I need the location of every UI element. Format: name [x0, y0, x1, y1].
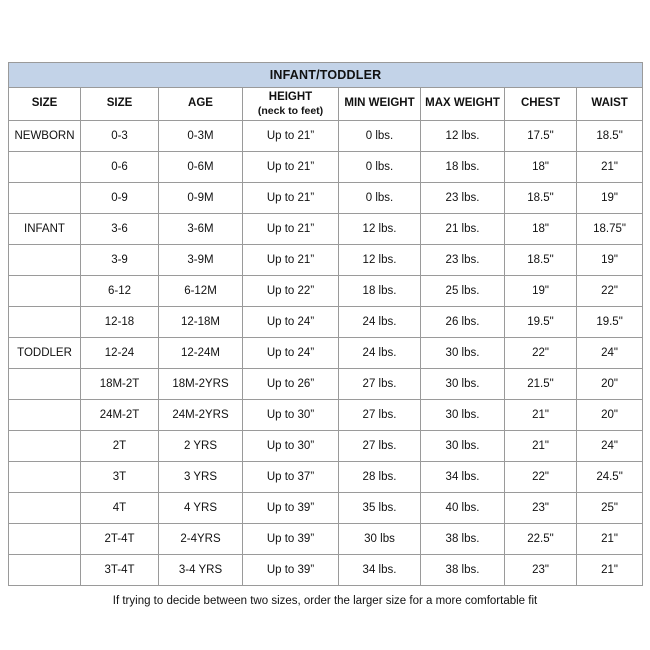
row-cell-min-weight: 35 lbs. — [339, 493, 421, 524]
row-cell-age: 2 YRS — [159, 431, 243, 462]
row-cell-min-weight: 0 lbs. — [339, 183, 421, 214]
table-row — [9, 400, 643, 431]
row-cell-group: TODDLER — [9, 338, 81, 369]
row-cell-waist: 19" — [577, 183, 643, 214]
row-cell-min-weight: 27 lbs. — [339, 369, 421, 400]
row-cell-group — [9, 307, 81, 338]
column-header-height — [243, 88, 339, 121]
table-row — [9, 152, 643, 183]
row-cell-max-weight: 30 lbs. — [421, 369, 505, 400]
row-cell-max-weight: 40 lbs. — [421, 493, 505, 524]
column-header-height-label: HEIGHT — [268, 91, 313, 104]
column-header-chest: CHEST — [505, 88, 577, 121]
row-cell-max-weight: 38 lbs. — [421, 524, 505, 555]
row-cell-age: 24M-2YRS — [159, 400, 243, 431]
row-cell-waist: 20" — [577, 369, 643, 400]
row-cell-height: Up to 21” — [243, 121, 339, 152]
row-cell-chest: 23" — [505, 555, 577, 586]
row-cell-waist: 19" — [577, 245, 643, 276]
row-cell-size: 0-9 — [81, 183, 159, 214]
row-cell-size: 3T — [81, 462, 159, 493]
row-cell-max-weight: 18 lbs. — [421, 152, 505, 183]
row-cell-group — [9, 462, 81, 493]
row-cell-chest: 18.5" — [505, 245, 577, 276]
row-cell-size: 2T-4T — [81, 524, 159, 555]
row-cell-size: 3-9 — [81, 245, 159, 276]
row-cell-waist: 21" — [577, 152, 643, 183]
row-cell-group — [9, 493, 81, 524]
row-cell-max-weight: 26 lbs. — [421, 307, 505, 338]
row-cell-max-weight: 30 lbs. — [421, 431, 505, 462]
row-cell-chest: 19.5" — [505, 307, 577, 338]
row-cell-chest: 21.5" — [505, 369, 577, 400]
row-cell-min-weight: 27 lbs. — [339, 400, 421, 431]
chart-footnote: If trying to decide between two sizes, order the larger size for a more comfortable fit — [112, 595, 538, 607]
row-cell-chest: 23" — [505, 493, 577, 524]
row-cell-size: 4T — [81, 493, 159, 524]
row-cell-waist: 25" — [577, 493, 643, 524]
row-cell-size: 12-24 — [81, 338, 159, 369]
row-cell-size: 3T-4T — [81, 555, 159, 586]
row-cell-height: Up to 24” — [243, 307, 339, 338]
table-title-row — [9, 63, 643, 88]
row-cell-group — [9, 524, 81, 555]
row-cell-waist: 18.75" — [577, 214, 643, 245]
table-row — [9, 121, 643, 152]
row-cell-age: 0-6M — [159, 152, 243, 183]
row-cell-waist: 22" — [577, 276, 643, 307]
row-cell-min-weight: 0 lbs. — [339, 152, 421, 183]
row-cell-group — [9, 369, 81, 400]
row-cell-waist: 21" — [577, 524, 643, 555]
row-cell-group — [9, 431, 81, 462]
column-header-height-sub: (neck to feet) — [257, 104, 324, 117]
row-cell-chest: 22" — [505, 338, 577, 369]
row-cell-height: Up to 39” — [243, 493, 339, 524]
column-header-max-weight: MAX WEIGHT — [421, 88, 505, 121]
row-cell-height: Up to 30” — [243, 431, 339, 462]
row-cell-min-weight: 0 lbs. — [339, 121, 421, 152]
table-header-row — [9, 88, 643, 121]
table-row — [9, 524, 643, 555]
row-cell-size: 6-12 — [81, 276, 159, 307]
table-row — [9, 338, 643, 369]
row-cell-max-weight: 23 lbs. — [421, 245, 505, 276]
table-row — [9, 214, 643, 245]
row-cell-age: 3-4 YRS — [159, 555, 243, 586]
row-cell-group — [9, 152, 81, 183]
column-header-size: SIZE — [81, 88, 159, 121]
row-cell-age: 12-24M — [159, 338, 243, 369]
row-cell-waist: 24" — [577, 431, 643, 462]
row-cell-max-weight: 12 lbs. — [421, 121, 505, 152]
row-cell-height: Up to 26” — [243, 369, 339, 400]
row-cell-max-weight: 25 lbs. — [421, 276, 505, 307]
row-cell-max-weight: 30 lbs. — [421, 338, 505, 369]
row-cell-chest: 21" — [505, 400, 577, 431]
row-cell-age: 3-6M — [159, 214, 243, 245]
row-cell-waist: 21" — [577, 555, 643, 586]
row-cell-chest: 19" — [505, 276, 577, 307]
row-cell-chest: 17.5" — [505, 121, 577, 152]
row-cell-height: Up to 39” — [243, 524, 339, 555]
table-row — [9, 245, 643, 276]
row-cell-group — [9, 555, 81, 586]
row-cell-min-weight: 30 lbs — [339, 524, 421, 555]
row-cell-height: Up to 21” — [243, 152, 339, 183]
row-cell-size: 12-18 — [81, 307, 159, 338]
row-cell-age: 2-4YRS — [159, 524, 243, 555]
row-cell-height: Up to 21” — [243, 245, 339, 276]
table-row — [9, 493, 643, 524]
row-cell-age: 0-9M — [159, 183, 243, 214]
row-cell-waist: 19.5" — [577, 307, 643, 338]
row-cell-size: 24M-2T — [81, 400, 159, 431]
table-body — [9, 121, 643, 586]
table-row — [9, 462, 643, 493]
row-cell-height: Up to 24” — [243, 338, 339, 369]
row-cell-height: Up to 22” — [243, 276, 339, 307]
table-title: INFANT/TODDLER — [9, 63, 643, 88]
row-cell-age: 3 YRS — [159, 462, 243, 493]
row-cell-group — [9, 183, 81, 214]
row-cell-max-weight: 23 lbs. — [421, 183, 505, 214]
row-cell-chest: 18" — [505, 152, 577, 183]
row-cell-chest: 22" — [505, 462, 577, 493]
table-row — [9, 183, 643, 214]
row-cell-size: 18M-2T — [81, 369, 159, 400]
row-cell-age: 0-3M — [159, 121, 243, 152]
row-cell-chest: 18.5" — [505, 183, 577, 214]
row-cell-min-weight: 18 lbs. — [339, 276, 421, 307]
row-cell-age: 12-18M — [159, 307, 243, 338]
column-header-group: SIZE — [9, 88, 81, 121]
row-cell-age: 18M-2YRS — [159, 369, 243, 400]
row-cell-waist: 24.5" — [577, 462, 643, 493]
row-cell-size: 2T — [81, 431, 159, 462]
row-cell-group: INFANT — [9, 214, 81, 245]
table-row — [9, 431, 643, 462]
row-cell-height: Up to 21” — [243, 214, 339, 245]
row-cell-size: 0-3 — [81, 121, 159, 152]
row-cell-min-weight: 27 lbs. — [339, 431, 421, 462]
column-header-age: AGE — [159, 88, 243, 121]
row-cell-waist: 20" — [577, 400, 643, 431]
row-cell-max-weight: 38 lbs. — [421, 555, 505, 586]
row-cell-age: 4 YRS — [159, 493, 243, 524]
row-cell-min-weight: 34 lbs. — [339, 555, 421, 586]
row-cell-min-weight: 24 lbs. — [339, 307, 421, 338]
size-chart-table — [8, 62, 643, 586]
row-cell-height: Up to 30” — [243, 400, 339, 431]
table-row — [9, 307, 643, 338]
column-header-waist: WAIST — [577, 88, 643, 121]
row-cell-age: 3-9M — [159, 245, 243, 276]
row-cell-min-weight: 24 lbs. — [339, 338, 421, 369]
row-cell-group: NEWBORN — [9, 121, 81, 152]
table-row — [9, 369, 643, 400]
row-cell-chest: 22.5" — [505, 524, 577, 555]
column-header-min-weight: MIN WEIGHT — [339, 88, 421, 121]
row-cell-group — [9, 245, 81, 276]
row-cell-max-weight: 30 lbs. — [421, 400, 505, 431]
row-cell-waist: 18.5" — [577, 121, 643, 152]
row-cell-min-weight: 12 lbs. — [339, 245, 421, 276]
row-cell-max-weight: 34 lbs. — [421, 462, 505, 493]
row-cell-age: 6-12M — [159, 276, 243, 307]
row-cell-max-weight: 21 lbs. — [421, 214, 505, 245]
row-cell-size: 3-6 — [81, 214, 159, 245]
row-cell-group — [9, 276, 81, 307]
row-cell-height: Up to 39” — [243, 555, 339, 586]
row-cell-group — [9, 400, 81, 431]
table-row — [9, 276, 643, 307]
row-cell-chest: 21" — [505, 431, 577, 462]
row-cell-min-weight: 28 lbs. — [339, 462, 421, 493]
row-cell-chest: 18" — [505, 214, 577, 245]
row-cell-waist: 24" — [577, 338, 643, 369]
row-cell-height: Up to 21” — [243, 183, 339, 214]
row-cell-size: 0-6 — [81, 152, 159, 183]
row-cell-height: Up to 37” — [243, 462, 339, 493]
table-row — [9, 555, 643, 586]
row-cell-min-weight: 12 lbs. — [339, 214, 421, 245]
